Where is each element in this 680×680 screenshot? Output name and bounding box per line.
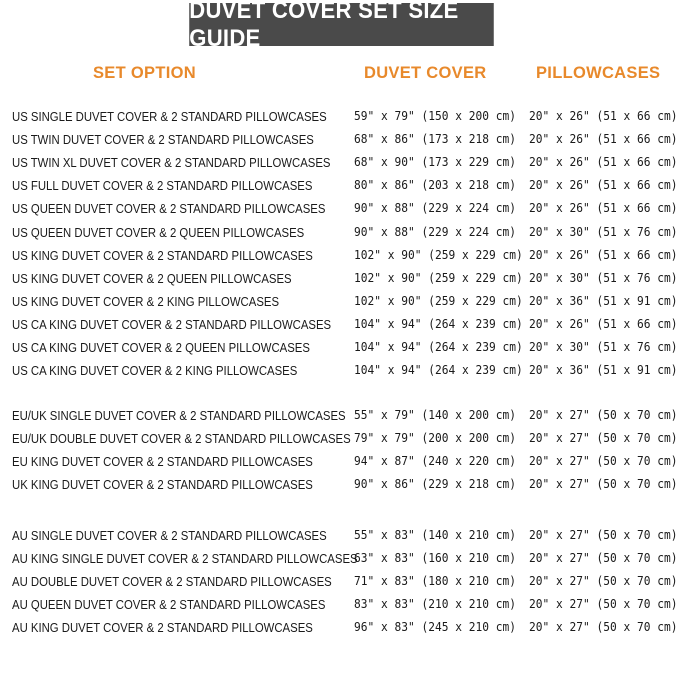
pillowcase-size-cell: 20" x 27" (50 x 70 cm) xyxy=(529,431,678,446)
duvet-size-cell: 68" x 86" (173 x 218 cm) xyxy=(354,132,517,147)
duvet-size-cell: 104" x 94" (264 x 239 cm) xyxy=(354,316,523,331)
pillowcase-size-cell: 20" x 26" (51 x 66 cm) xyxy=(529,178,678,193)
set-option-cell: US FULL DUVET COVER & 2 STANDARD PILLOWCASES xyxy=(12,178,313,194)
duvet-size-cell: 63" x 83" (160 x 210 cm) xyxy=(354,551,517,566)
duvet-size-cell: 102" x 90" (259 x 229 cm) xyxy=(354,293,523,308)
set-option-cell: US QUEEN DUVET COVER & 2 QUEEN PILLOWCASES xyxy=(12,224,305,240)
pillowcase-size-cell: 20" x 26" (51 x 66 cm) xyxy=(529,316,678,331)
column-header-pillowcases: PILLOWCASES xyxy=(536,64,661,82)
table-row xyxy=(0,315,680,335)
table-row xyxy=(0,452,680,472)
set-option-cell: US KING DUVET COVER & 2 QUEEN PILLOWCASES xyxy=(12,270,292,286)
column-header-duvet-cover: DUVET COVER xyxy=(364,64,487,82)
pillowcase-size-cell: 20" x 27" (50 x 70 cm) xyxy=(529,477,678,492)
pillowcase-size-cell: 20" x 30" (51 x 76 cm) xyxy=(529,270,678,285)
pillowcase-size-cell: 20" x 26" (51 x 66 cm) xyxy=(529,109,678,123)
pillowcase-size-cell: 20" x 27" (50 x 70 cm) xyxy=(529,597,678,612)
duvet-size-cell: 68" x 90" (173 x 229 cm) xyxy=(354,155,517,170)
set-option-cell: AU QUEEN DUVET COVER & 2 STANDARD PILLOWCASES xyxy=(12,597,326,613)
duvet-size-cell: 90" x 88" (229 x 224 cm) xyxy=(354,224,517,239)
pillowcase-size-cell: 20" x 30" (51 x 76 cm) xyxy=(529,224,678,239)
set-option-cell: US TWIN XL DUVET COVER & 2 STANDARD PILLOWCASES xyxy=(12,155,331,171)
table-row xyxy=(0,199,680,219)
table-row xyxy=(0,292,680,312)
pillowcase-size-cell: 20" x 27" (50 x 70 cm) xyxy=(529,574,678,589)
table-row xyxy=(0,107,680,127)
set-option-cell: EU/UK SINGLE DUVET COVER & 2 STANDARD PILLOWCASES xyxy=(12,408,346,423)
table-row xyxy=(0,246,680,266)
set-option-cell: US QUEEN DUVET COVER & 2 STANDARD PILLOWCASES xyxy=(12,201,326,217)
set-option-cell: US CA KING DUVET COVER & 2 QUEEN PILLOWCASES xyxy=(12,340,310,355)
duvet-size-cell: 59" x 79" (150 x 200 cm) xyxy=(354,109,517,123)
pillowcase-size-cell: 20" x 26" (51 x 66 cm) xyxy=(529,247,678,262)
set-option-cell: US TWIN DUVET COVER & 2 STANDARD PILLOWCASES xyxy=(12,132,314,148)
duvet-size-cell: 90" x 88" (229 x 224 cm) xyxy=(354,201,517,216)
table-row xyxy=(0,475,680,495)
pillowcase-size-cell: 20" x 27" (50 x 70 cm) xyxy=(529,454,678,469)
pillowcase-size-cell: 20" x 30" (51 x 76 cm) xyxy=(529,340,678,354)
set-option-cell: EU KING DUVET COVER & 2 STANDARD PILLOWCASES xyxy=(12,454,313,470)
pillowcase-size-cell: 20" x 27" (50 x 70 cm) xyxy=(529,408,678,422)
set-option-cell: US KING DUVET COVER & 2 KING PILLOWCASES xyxy=(12,293,280,309)
table-row xyxy=(0,130,680,150)
pillowcase-size-cell: 20" x 26" (51 x 66 cm) xyxy=(529,155,678,170)
duvet-size-cell: 96" x 83" (245 x 210 cm) xyxy=(354,620,517,635)
duvet-size-cell: 55" x 83" (140 x 210 cm) xyxy=(354,528,517,542)
table-row xyxy=(0,223,680,243)
set-option-cell: AU KING DUVET COVER & 2 STANDARD PILLOWCASES xyxy=(12,620,313,636)
column-header-set-option: SET OPTION xyxy=(93,64,196,82)
set-option-cell: US CA KING DUVET COVER & 2 STANDARD PILLOWCASES xyxy=(12,316,332,332)
table-row xyxy=(0,549,680,569)
set-option-cell: AU DOUBLE DUVET COVER & 2 STANDARD PILLOWCASES xyxy=(12,574,332,590)
pillowcase-size-cell: 20" x 27" (50 x 70 cm) xyxy=(529,551,678,566)
table-row xyxy=(0,406,680,426)
pillowcase-size-cell: 20" x 36" (51 x 91 cm) xyxy=(529,363,678,378)
duvet-size-cell: 104" x 94" (264 x 239 cm) xyxy=(354,363,523,378)
table-row xyxy=(0,595,680,615)
table-row xyxy=(0,526,680,546)
table-row xyxy=(0,361,680,381)
duvet-size-cell: 79" x 79" (200 x 200 cm) xyxy=(354,431,517,446)
set-option-cell: US KING DUVET COVER & 2 STANDARD PILLOWCASES xyxy=(12,247,313,263)
duvet-size-cell: 80" x 86" (203 x 218 cm) xyxy=(354,178,517,193)
pillowcase-size-cell: 20" x 36" (51 x 91 cm) xyxy=(529,293,678,308)
duvet-size-cell: 83" x 83" (210 x 210 cm) xyxy=(354,597,517,612)
table-row xyxy=(0,429,680,449)
duvet-size-cell: 94" x 87" (240 x 220 cm) xyxy=(354,454,517,469)
duvet-size-cell: 104" x 94" (264 x 239 cm) xyxy=(354,340,523,354)
set-option-cell: AU KING SINGLE DUVET COVER & 2 STANDARD PILLOWCASES xyxy=(12,551,358,567)
table-row xyxy=(0,176,680,196)
duvet-size-cell: 102" x 90" (259 x 229 cm) xyxy=(354,270,523,285)
table-row xyxy=(0,618,680,638)
duvet-size-cell: 55" x 79" (140 x 200 cm) xyxy=(354,408,517,422)
duvet-size-cell: 102" x 90" (259 x 229 cm) xyxy=(354,247,523,262)
set-option-cell: EU/UK DOUBLE DUVET COVER & 2 STANDARD PILLOWCASES xyxy=(12,431,351,447)
set-option-cell: UK KING DUVET COVER & 2 STANDARD PILLOWCASES xyxy=(12,477,313,493)
table-row xyxy=(0,153,680,173)
pillowcase-size-cell: 20" x 27" (50 x 70 cm) xyxy=(529,528,678,542)
table-row xyxy=(0,269,680,289)
set-option-cell: US CA KING DUVET COVER & 2 KING PILLOWCASES xyxy=(12,363,298,379)
table-row xyxy=(0,572,680,592)
table-row xyxy=(0,338,680,358)
set-option-cell: AU SINGLE DUVET COVER & 2 STANDARD PILLOWCASES xyxy=(12,528,327,543)
set-option-cell: US SINGLE DUVET COVER & 2 STANDARD PILLOWCASES xyxy=(12,109,327,124)
pillowcase-size-cell: 20" x 26" (51 x 66 cm) xyxy=(529,201,678,216)
pillowcase-size-cell: 20" x 27" (50 x 70 cm) xyxy=(529,620,678,635)
duvet-size-cell: 90" x 86" (229 x 218 cm) xyxy=(354,477,517,492)
duvet-size-cell: 71" x 83" (180 x 210 cm) xyxy=(354,574,517,589)
page-title: DUVET COVER SET SIZE GUIDE xyxy=(189,3,494,46)
pillowcase-size-cell: 20" x 26" (51 x 66 cm) xyxy=(529,132,678,147)
